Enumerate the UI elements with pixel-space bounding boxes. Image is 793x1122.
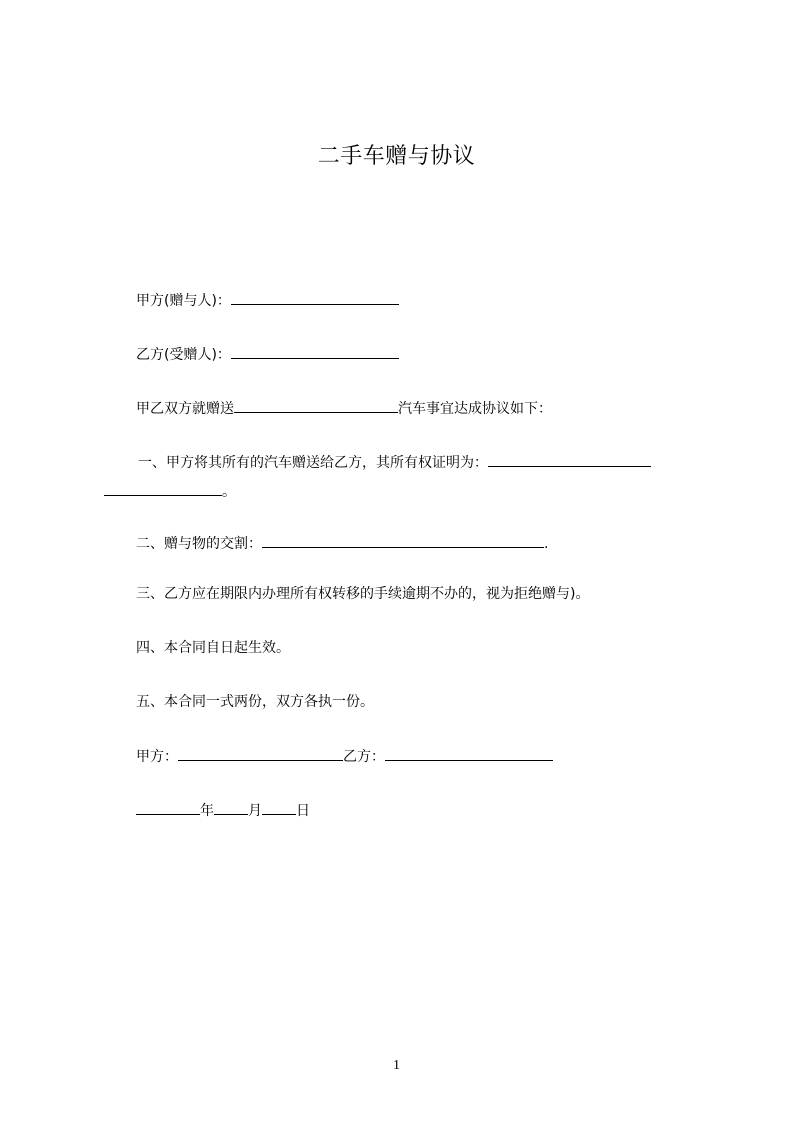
ownership-proof-blank-cont[interactable]: [104, 481, 222, 496]
day-label: 日: [296, 803, 310, 819]
party-a-blank[interactable]: [231, 290, 399, 305]
year-blank[interactable]: [136, 800, 200, 815]
party-a-label: 甲方(赠与人)：: [136, 293, 231, 309]
vehicle-blank[interactable]: [234, 398, 398, 413]
handover-blank[interactable]: [262, 533, 544, 548]
year-label: 年: [200, 803, 214, 819]
intro-prefix: 甲乙双方就赠送: [136, 401, 234, 417]
day-blank[interactable]: [262, 800, 296, 815]
document-title: 二手车赠与协议: [317, 144, 476, 169]
page-number: 1: [393, 1058, 400, 1073]
clause-1-continuation: [104, 481, 236, 502]
intro-line: [136, 398, 552, 419]
clause-5-line: 五、本合同一式两份，双方各执一份。: [136, 694, 374, 710]
clause-4-line: 四、本合同自日起生效。: [136, 640, 290, 656]
clause-3-line: 三、乙方应在期限内办理所有权转移的手续逾期不办的，视为拒绝赠与)。: [136, 586, 590, 602]
intro-suffix: 汽车事宜达成协议如下：: [398, 401, 552, 417]
sign-b-label: 乙方：: [343, 749, 385, 765]
sign-a-label: 甲方：: [136, 749, 178, 765]
sign-b-blank[interactable]: [385, 746, 553, 761]
clause-1-text: 一、甲方将其所有的汽车赠送给乙方，其所有权证明为：: [138, 455, 488, 471]
signature-line: [136, 746, 553, 767]
clause-1-line: [138, 452, 651, 473]
clause-1-end: 。: [222, 484, 236, 500]
clause-2-end: .: [544, 536, 549, 552]
month-blank[interactable]: [214, 800, 248, 815]
ownership-proof-blank[interactable]: [488, 452, 651, 467]
date-line: [136, 800, 310, 821]
sign-a-blank[interactable]: [178, 746, 343, 761]
party-b-label: 乙方(受赠人)：: [136, 347, 231, 363]
party-b-line: [136, 344, 399, 365]
clause-2-line: [136, 533, 548, 554]
clause-2-text: 二、赠与物的交割：: [136, 536, 262, 552]
month-label: 月: [248, 803, 262, 819]
party-a-line: [136, 290, 399, 311]
party-b-blank[interactable]: [231, 344, 399, 359]
